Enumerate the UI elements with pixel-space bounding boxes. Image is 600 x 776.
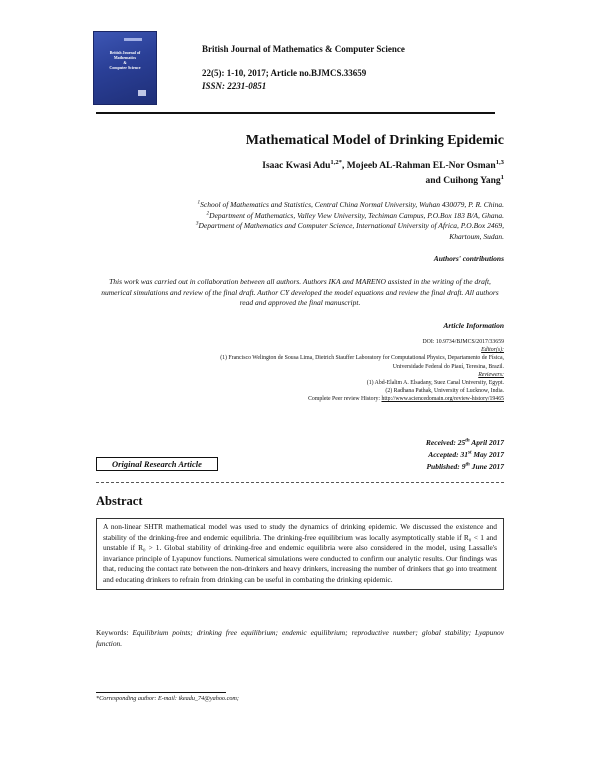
author-name: Mojeeb AL-Rahman EL-Nor Osman [346,161,496,171]
corresponding-author-footnote: *Corresponding author: E-mail: ikeadu_74@yahoo.com; [96,695,239,702]
author-superscript: 1,2* [330,158,342,166]
review-history-link[interactable]: http://www.sciencedomain.org/review-history/19465 [381,396,504,403]
review-history [96,395,504,403]
cover-decoration [138,90,146,96]
contributions-heading: Authors' contributions [433,254,504,263]
accepted-date: Accepted: 31st May 2017 [428,449,504,459]
journal-cover-image [94,32,156,104]
published-date: Published: 9th June 2017 [426,461,504,471]
author-name: and Cuihong Yang [425,176,501,186]
reviewers-label: Reviewers: [478,371,504,378]
section-divider [96,482,504,483]
journal-name: British Journal of Mathematics & Computer Science [202,44,405,54]
keywords-text: Equilibrium points; drinking free equilibrium; endemic equilibrium; reproductive number; global stability; Lyapunov function. [96,628,504,648]
affiliation: $^2$Department of Mathematics, Valley View University, Techiman Campus, P.O.Box 183 B/A, Ghana. [206,210,504,220]
reviewer-entry: (1) Abd-Elalim A. Elsadany, Suez Canal University, Egypt. [366,380,504,387]
cover-title: British Journal of Mathematics & Computer Science [109,50,141,70]
author-line-2 [96,173,504,186]
received-date: Received: 25th April 2017 [425,437,504,447]
history-label: Complete Peer review History: [308,396,381,403]
contributions-text: This work was carried out in collaboration between all authors. Authors IKA and MARENO assisted in the writing of the draft, numerical simulations and review of the final draft. Author CY developed the model equations and review the final draft. All authors read and approved the final manuscript. [101,277,499,307]
doi: DOI: 10.9734/BJMCS/2017/33659 [422,339,504,345]
article-info-heading: Article Information [443,321,504,330]
abstract-heading: Abstract [96,494,143,508]
author-name: Isaac Kwasi Adu [262,161,331,171]
journal-issue: 22(5): 1-10, 2017; Article no.BJMCS.33659 [202,68,367,78]
abstract-text: A non-linear SHTR mathematical model was used to study the dynamics of drinking epidemic. We discussed the existence and stability of the drinking-free and endemic equilibria. The drinking-free equilibrium was locally asymptotically stable if R₀ < 1 and unstable if R₀ > 1. Global stability of drinking-free and endemic equilibria were also considered in the model, using Lassalle's invariance principle of Lyapunov functions. Numerical simulations were conducted to confirm our analytic results. Our findings was that, reducing the contact rate between the non-drinkers and heavy drinkers, increasing the number of drinkers that go into treatment and educating drinkers to refrain from drinking can be useful in combating the drinking epidemic. [96,518,504,590]
article-info [96,338,504,404]
keywords-label: Keywords: [96,628,129,637]
author-superscript: 1,3 [495,158,504,166]
reviewer-entry: (2) Radhana Pathak, University of Lucknow, India. [385,388,504,395]
header-rule [96,112,495,114]
affiliation: $^3$Department of Mathematics and Computer Science, International University of Africa, P.O.Box 2469, [195,220,504,230]
author-superscript: 1 [500,173,504,181]
affiliation: $^1$School of Mathematics and Statistics, Central China Normal University, Wuhan 430079, P. R. China. [197,199,504,209]
editor-label: Editor(s): [481,347,504,354]
author-line-1: Isaac Kwasi Adu$^{1,2*}$, Mojeeb AL-Rahman EL-Nor Osman$^{1,3}$ [262,158,504,171]
affiliation: Khartoum, Sudan. [449,231,504,241]
keywords [96,628,504,649]
article-type-badge: Original Research Article [96,457,218,471]
journal-issn: ISSN: 2231-0851 [202,81,267,91]
footnote-rule [96,692,226,693]
paper-title: Mathematical Model of Drinking Epidemic [245,133,504,148]
editor-entry: Universidade Federal do Piauí, Teresina, Brazil. [392,363,504,370]
cover-decoration [124,38,142,41]
editor-entry: (1) Francisco Welington de Sousa Lima, Dietrich Stauffer Laboratory for Computational Physics, Departamento de Física, [220,355,504,362]
affiliations [96,200,504,242]
